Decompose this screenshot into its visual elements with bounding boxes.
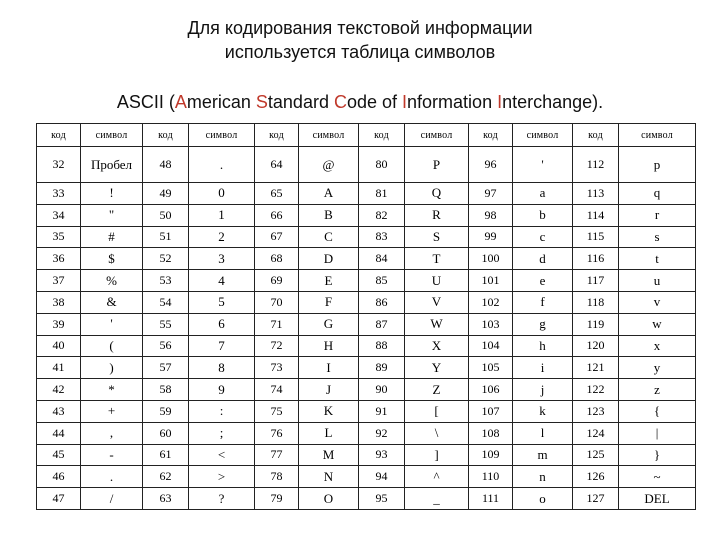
- code-cell: 127: [573, 488, 619, 510]
- symbol-cell: h: [513, 335, 573, 357]
- code-cell: 108: [469, 422, 513, 444]
- code-cell: 52: [143, 248, 189, 270]
- symbol-cell: Пробел: [81, 147, 143, 183]
- symbol-cell: [: [405, 400, 469, 422]
- code-cell: 104: [469, 335, 513, 357]
- code-cell: 37: [37, 270, 81, 292]
- symbol-cell: Y: [405, 357, 469, 379]
- symbol-cell: p: [619, 147, 696, 183]
- code-cell: 83: [359, 226, 405, 248]
- symbol-cell: X: [405, 335, 469, 357]
- code-cell: 59: [143, 400, 189, 422]
- header-symbol: символ: [513, 124, 573, 147]
- code-cell: 90: [359, 379, 405, 401]
- code-cell: 105: [469, 357, 513, 379]
- symbol-cell: Z: [405, 379, 469, 401]
- table-row: [37, 291, 696, 313]
- code-cell: 33: [37, 183, 81, 205]
- symbol-cell: ?: [189, 488, 255, 510]
- symbol-cell: !: [81, 183, 143, 205]
- code-cell: 86: [359, 291, 405, 313]
- code-cell: 61: [143, 444, 189, 466]
- code-cell: 56: [143, 335, 189, 357]
- code-cell: 76: [255, 422, 299, 444]
- code-cell: 71: [255, 313, 299, 335]
- symbol-cell: J: [299, 379, 359, 401]
- table-row: [37, 379, 696, 401]
- symbol-cell: :: [189, 400, 255, 422]
- code-cell: 80: [359, 147, 405, 183]
- code-cell: 66: [255, 204, 299, 226]
- code-cell: 70: [255, 291, 299, 313]
- header-code: код: [37, 124, 81, 147]
- ascii-title-initial: I: [497, 92, 503, 112]
- symbol-cell: Q: [405, 183, 469, 205]
- symbol-cell: 8: [189, 357, 255, 379]
- symbol-cell: w: [619, 313, 696, 335]
- symbol-cell: U: [405, 270, 469, 292]
- code-cell: 45: [37, 444, 81, 466]
- code-cell: 77: [255, 444, 299, 466]
- ascii-table: [36, 123, 696, 510]
- ascii-title-text: tandard: [267, 92, 334, 112]
- code-cell: 51: [143, 226, 189, 248]
- symbol-cell: (: [81, 335, 143, 357]
- symbol-cell: 4: [189, 270, 255, 292]
- table-row: [37, 357, 696, 379]
- code-cell: 81: [359, 183, 405, 205]
- symbol-cell: F: [299, 291, 359, 313]
- table-row: [37, 444, 696, 466]
- code-cell: 116: [573, 248, 619, 270]
- symbol-cell: |: [619, 422, 696, 444]
- code-cell: 38: [37, 291, 81, 313]
- symbol-cell: M: [299, 444, 359, 466]
- code-cell: 72: [255, 335, 299, 357]
- code-cell: 41: [37, 357, 81, 379]
- symbol-cell: m: [513, 444, 573, 466]
- symbol-cell: o: [513, 488, 573, 510]
- code-cell: 48: [143, 147, 189, 183]
- code-cell: 49: [143, 183, 189, 205]
- code-cell: 43: [37, 400, 81, 422]
- header-code: код: [469, 124, 513, 147]
- code-cell: 74: [255, 379, 299, 401]
- header-code: код: [143, 124, 189, 147]
- code-cell: 34: [37, 204, 81, 226]
- code-cell: 57: [143, 357, 189, 379]
- code-cell: 93: [359, 444, 405, 466]
- symbol-cell: j: [513, 379, 573, 401]
- table-row: [37, 400, 696, 422]
- symbol-cell: G: [299, 313, 359, 335]
- code-cell: 32: [37, 147, 81, 183]
- symbol-cell: 7: [189, 335, 255, 357]
- code-cell: 96: [469, 147, 513, 183]
- code-cell: 121: [573, 357, 619, 379]
- symbol-cell: {: [619, 400, 696, 422]
- symbol-cell: 9: [189, 379, 255, 401]
- code-cell: 55: [143, 313, 189, 335]
- symbol-cell: ": [81, 204, 143, 226]
- symbol-cell: r: [619, 204, 696, 226]
- symbol-cell: A: [299, 183, 359, 205]
- symbol-cell: H: [299, 335, 359, 357]
- code-cell: 92: [359, 422, 405, 444]
- code-cell: 54: [143, 291, 189, 313]
- code-cell: 68: [255, 248, 299, 270]
- code-cell: 73: [255, 357, 299, 379]
- symbol-cell: ': [81, 313, 143, 335]
- code-cell: 46: [37, 466, 81, 488]
- symbol-cell: g: [513, 313, 573, 335]
- code-cell: 79: [255, 488, 299, 510]
- symbol-cell: a: [513, 183, 573, 205]
- code-cell: 85: [359, 270, 405, 292]
- symbol-cell: z: [619, 379, 696, 401]
- ascii-title-initial: I: [402, 92, 408, 112]
- code-cell: 111: [469, 488, 513, 510]
- symbol-cell: t: [619, 248, 696, 270]
- symbol-cell: &: [81, 291, 143, 313]
- slide-heading: [0, 16, 720, 64]
- code-cell: 117: [573, 270, 619, 292]
- code-cell: 97: [469, 183, 513, 205]
- symbol-cell: >: [189, 466, 255, 488]
- symbol-cell: 3: [189, 248, 255, 270]
- ascii-title-initial: C: [333, 92, 347, 112]
- symbol-cell: n: [513, 466, 573, 488]
- table-row: [37, 313, 696, 335]
- code-cell: 118: [573, 291, 619, 313]
- code-cell: 125: [573, 444, 619, 466]
- code-cell: 123: [573, 400, 619, 422]
- symbol-cell: .: [189, 147, 255, 183]
- code-cell: 99: [469, 226, 513, 248]
- code-cell: 89: [359, 357, 405, 379]
- symbol-cell: S: [405, 226, 469, 248]
- symbol-cell: D: [299, 248, 359, 270]
- symbol-cell: e: [513, 270, 573, 292]
- code-cell: 47: [37, 488, 81, 510]
- table-row: [37, 270, 696, 292]
- header-code: код: [573, 124, 619, 147]
- code-cell: 113: [573, 183, 619, 205]
- code-cell: 102: [469, 291, 513, 313]
- symbol-cell: -: [81, 444, 143, 466]
- symbol-cell: E: [299, 270, 359, 292]
- symbol-cell: u: [619, 270, 696, 292]
- header-symbol: символ: [405, 124, 469, 147]
- code-cell: 95: [359, 488, 405, 510]
- header-symbol: символ: [299, 124, 359, 147]
- ascii-title-text: nterchange).: [502, 92, 604, 112]
- heading-line-1: Для кодирования текстовой информации: [187, 18, 533, 38]
- code-cell: 112: [573, 147, 619, 183]
- code-cell: 115: [573, 226, 619, 248]
- symbol-cell: ): [81, 357, 143, 379]
- table-row: [37, 422, 696, 444]
- symbol-cell: N: [299, 466, 359, 488]
- symbol-cell: 1: [189, 204, 255, 226]
- symbol-cell: .: [81, 466, 143, 488]
- code-cell: 94: [359, 466, 405, 488]
- symbol-cell: v: [619, 291, 696, 313]
- symbol-cell: s: [619, 226, 696, 248]
- symbol-cell: K: [299, 400, 359, 422]
- heading-line-2: используется таблица символов: [224, 42, 496, 62]
- symbol-cell: L: [299, 422, 359, 444]
- code-cell: 109: [469, 444, 513, 466]
- code-cell: 64: [255, 147, 299, 183]
- symbol-cell: B: [299, 204, 359, 226]
- code-cell: 122: [573, 379, 619, 401]
- ascii-title-text: ode of: [346, 92, 403, 112]
- code-cell: 87: [359, 313, 405, 335]
- ascii-title-text: ASCII (: [116, 92, 175, 112]
- table-row: [37, 335, 696, 357]
- code-cell: 65: [255, 183, 299, 205]
- code-cell: 78: [255, 466, 299, 488]
- table-body: [37, 147, 696, 510]
- symbol-cell: ^: [405, 466, 469, 488]
- code-cell: 126: [573, 466, 619, 488]
- header-symbol: символ: [619, 124, 696, 147]
- header-code: код: [359, 124, 405, 147]
- code-cell: 98: [469, 204, 513, 226]
- code-cell: 63: [143, 488, 189, 510]
- symbol-cell: x: [619, 335, 696, 357]
- code-cell: 88: [359, 335, 405, 357]
- code-cell: 62: [143, 466, 189, 488]
- table-row: [37, 466, 696, 488]
- code-cell: 106: [469, 379, 513, 401]
- code-cell: 60: [143, 422, 189, 444]
- symbol-cell: ,: [81, 422, 143, 444]
- symbol-cell: k: [513, 400, 573, 422]
- symbol-cell: \: [405, 422, 469, 444]
- code-cell: 39: [37, 313, 81, 335]
- symbol-cell: <: [189, 444, 255, 466]
- symbol-cell: ]: [405, 444, 469, 466]
- symbol-cell: ;: [189, 422, 255, 444]
- symbol-cell: #: [81, 226, 143, 248]
- symbol-cell: 2: [189, 226, 255, 248]
- table-row: [37, 226, 696, 248]
- header-code: код: [255, 124, 299, 147]
- code-cell: 36: [37, 248, 81, 270]
- symbol-cell: f: [513, 291, 573, 313]
- symbol-cell: +: [81, 400, 143, 422]
- symbol-cell: 0: [189, 183, 255, 205]
- ascii-title-text: nformation: [407, 92, 498, 112]
- symbol-cell: C: [299, 226, 359, 248]
- symbol-cell: l: [513, 422, 573, 444]
- table-row: [37, 204, 696, 226]
- symbol-cell: @: [299, 147, 359, 183]
- code-cell: 53: [143, 270, 189, 292]
- table-row: [37, 147, 696, 183]
- table-row: [37, 488, 696, 510]
- symbol-cell: /: [81, 488, 143, 510]
- symbol-cell: T: [405, 248, 469, 270]
- code-cell: 103: [469, 313, 513, 335]
- code-cell: 58: [143, 379, 189, 401]
- code-cell: 67: [255, 226, 299, 248]
- symbol-cell: P: [405, 147, 469, 183]
- code-cell: 50: [143, 204, 189, 226]
- symbol-cell: _: [405, 488, 469, 510]
- header-symbol: символ: [81, 124, 143, 147]
- ascii-title-initial: A: [174, 92, 187, 112]
- symbol-cell: 6: [189, 313, 255, 335]
- code-cell: 119: [573, 313, 619, 335]
- symbol-cell: ': [513, 147, 573, 183]
- code-cell: 84: [359, 248, 405, 270]
- code-cell: 75: [255, 400, 299, 422]
- code-cell: 114: [573, 204, 619, 226]
- symbol-cell: %: [81, 270, 143, 292]
- ascii-title-text: merican: [186, 92, 256, 112]
- code-cell: 40: [37, 335, 81, 357]
- symbol-cell: q: [619, 183, 696, 205]
- code-cell: 120: [573, 335, 619, 357]
- code-cell: 110: [469, 466, 513, 488]
- symbol-cell: y: [619, 357, 696, 379]
- table-header-row: [37, 124, 696, 147]
- code-cell: 101: [469, 270, 513, 292]
- symbol-cell: d: [513, 248, 573, 270]
- symbol-cell: $: [81, 248, 143, 270]
- header-symbol: символ: [189, 124, 255, 147]
- code-cell: 42: [37, 379, 81, 401]
- symbol-cell: c: [513, 226, 573, 248]
- symbol-cell: W: [405, 313, 469, 335]
- table-row: [37, 248, 696, 270]
- table-row: [37, 183, 696, 205]
- symbol-cell: }: [619, 444, 696, 466]
- symbol-cell: *: [81, 379, 143, 401]
- code-cell: 44: [37, 422, 81, 444]
- code-cell: 100: [469, 248, 513, 270]
- symbol-cell: DEL: [619, 488, 696, 510]
- code-cell: 35: [37, 226, 81, 248]
- ascii-title: [0, 90, 720, 114]
- code-cell: 124: [573, 422, 619, 444]
- symbol-cell: i: [513, 357, 573, 379]
- code-cell: 82: [359, 204, 405, 226]
- code-cell: 69: [255, 270, 299, 292]
- symbol-cell: ~: [619, 466, 696, 488]
- ascii-title-initial: S: [255, 92, 268, 112]
- symbol-cell: R: [405, 204, 469, 226]
- code-cell: 91: [359, 400, 405, 422]
- symbol-cell: b: [513, 204, 573, 226]
- symbol-cell: V: [405, 291, 469, 313]
- symbol-cell: I: [299, 357, 359, 379]
- code-cell: 107: [469, 400, 513, 422]
- symbol-cell: 5: [189, 291, 255, 313]
- symbol-cell: O: [299, 488, 359, 510]
